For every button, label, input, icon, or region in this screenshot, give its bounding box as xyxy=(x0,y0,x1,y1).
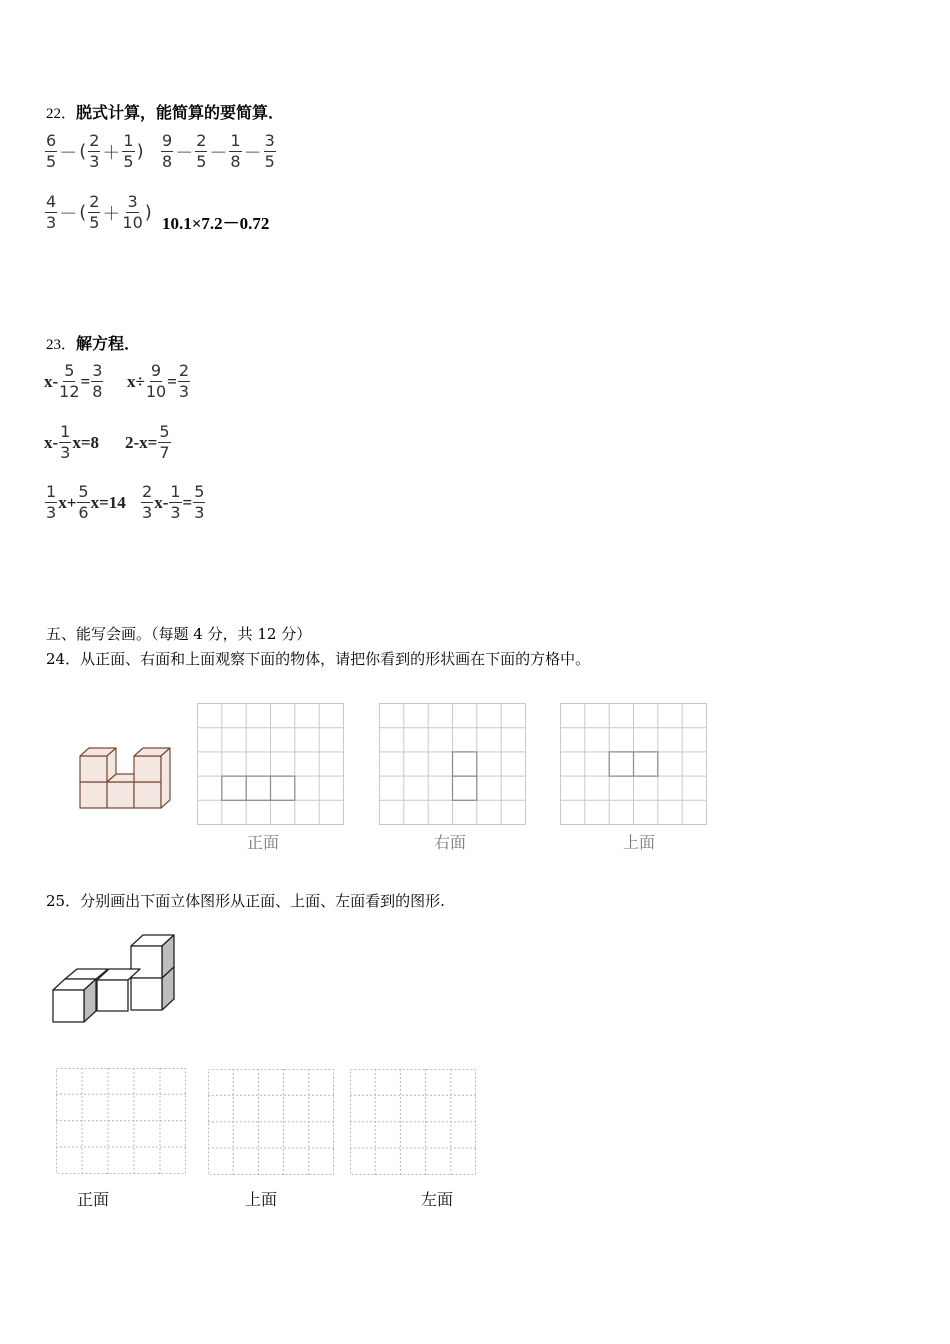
fraction: $\frac{4}{3}$ xyxy=(46,192,57,232)
q24-number: 24． xyxy=(46,650,81,668)
cube-face xyxy=(134,782,161,808)
equation-text: x- xyxy=(44,432,59,452)
q25-number: 25． xyxy=(46,892,81,910)
q24-grid-top[interactable] xyxy=(560,703,708,827)
q23-heading xyxy=(46,331,140,354)
q24-label-top: 上面 xyxy=(623,833,656,852)
paren: ) xyxy=(144,202,152,223)
q22-expression-2 xyxy=(160,133,277,170)
fraction: $\frac{5}{3}$ xyxy=(194,482,205,522)
fraction: $\frac{3}{10}$ xyxy=(122,192,143,232)
section-heading: 五、能写会画。（每题 4 分，共 12 分） xyxy=(46,625,312,643)
fraction: $\frac{2}{3}$ xyxy=(89,131,100,171)
fraction: $\frac{6}{5}$ xyxy=(46,131,57,171)
cube-side xyxy=(161,748,170,808)
q25-grid-left[interactable] xyxy=(350,1069,477,1176)
q25-grid-front[interactable] xyxy=(56,1068,187,1175)
q22-number: 22． xyxy=(46,106,77,122)
q24-cube-figure xyxy=(76,742,174,812)
fraction: $\frac{1}{3}$ xyxy=(46,482,57,522)
fraction: $\frac{2}{5}$ xyxy=(89,192,100,232)
operator: － xyxy=(209,142,228,164)
cube-face xyxy=(80,756,107,782)
fraction: $\frac{1}{5}$ xyxy=(123,131,134,171)
fraction: $\frac{2}{5}$ xyxy=(196,131,207,171)
q23-equation-5 xyxy=(44,484,126,521)
q22-title: 脱式计算，能简算的要简算． xyxy=(76,103,285,122)
q22-expression-4: 10.1×7.2－0.72 xyxy=(162,214,270,233)
equation-text: x=14 xyxy=(90,492,126,512)
operator: － xyxy=(59,203,78,225)
q24-grid-right[interactable] xyxy=(379,703,527,827)
q23-equation-1 xyxy=(44,363,104,400)
operator: － xyxy=(59,142,78,164)
fraction: $\frac{9}{8}$ xyxy=(162,131,173,171)
cube-face xyxy=(134,756,161,782)
q23-title: 解方程． xyxy=(76,334,141,353)
fraction: $\frac{2}{3}$ xyxy=(142,482,153,522)
q24-label-front: 正面 xyxy=(247,833,280,852)
fraction: $\frac{2}{3}$ xyxy=(178,361,190,401)
equation-text: x- xyxy=(154,492,169,512)
fraction: $\frac{9}{10}$ xyxy=(145,361,167,401)
paren: ( xyxy=(79,141,87,162)
q24-grid-front[interactable] xyxy=(197,703,345,827)
q22-expression-1 xyxy=(44,133,145,170)
q22-expression-3 xyxy=(44,194,153,231)
equation-text: x+ xyxy=(58,492,77,512)
equation-text: 2-x= xyxy=(125,432,158,452)
equation-text: x÷ xyxy=(127,371,145,391)
q22-heading xyxy=(46,100,284,123)
operator: ＋ xyxy=(102,203,121,225)
q23-equation-3 xyxy=(44,424,99,461)
q25-label-top: 上面 xyxy=(245,1190,278,1209)
q25-cube-figure xyxy=(50,932,180,1027)
fraction: $\frac{1}{8}$ xyxy=(230,131,241,171)
q23-equation-4 xyxy=(125,424,172,461)
cube-face xyxy=(80,782,107,808)
equation-text: = xyxy=(182,492,193,512)
operator: － xyxy=(175,142,194,164)
fraction: $\frac{5}{6}$ xyxy=(78,482,89,522)
equation-text: = xyxy=(167,371,177,391)
q23-equation-2 xyxy=(127,363,191,400)
fraction: $\frac{5}{12}$ xyxy=(59,361,80,401)
q23-number: 23． xyxy=(46,337,77,353)
equation-text: x- xyxy=(44,371,59,391)
paren: ( xyxy=(79,202,87,223)
equation-text: = xyxy=(80,371,91,391)
operator: ＋ xyxy=(102,142,121,164)
paren: ) xyxy=(136,141,144,162)
q23-equation-6 xyxy=(140,484,206,521)
q24-label-right: 右面 xyxy=(434,833,467,852)
fraction: $\frac{3}{8}$ xyxy=(92,361,103,401)
q25-grid-top[interactable] xyxy=(208,1069,335,1176)
fraction: $\frac{1}{3}$ xyxy=(60,422,71,462)
q25-label-front: 正面 xyxy=(77,1190,110,1209)
q25-label-left: 左面 xyxy=(421,1190,454,1209)
equation-text: x=8 xyxy=(72,432,100,452)
cube-face xyxy=(107,782,134,808)
fraction: $\frac{3}{5}$ xyxy=(264,131,275,171)
fraction: $\frac{5}{7}$ xyxy=(159,422,170,462)
fraction: $\frac{1}{3}$ xyxy=(170,482,181,522)
q25-title: 分别画出下面立体图形从正面、上面、左面看到的图形. xyxy=(80,892,445,910)
q24-title: 从正面、右面和上面观察下面的物体，请把你看到的形状画在下面的方格中。 xyxy=(80,650,591,668)
operator: － xyxy=(243,142,262,164)
q25-heading xyxy=(46,890,445,911)
q24-heading xyxy=(46,648,590,669)
